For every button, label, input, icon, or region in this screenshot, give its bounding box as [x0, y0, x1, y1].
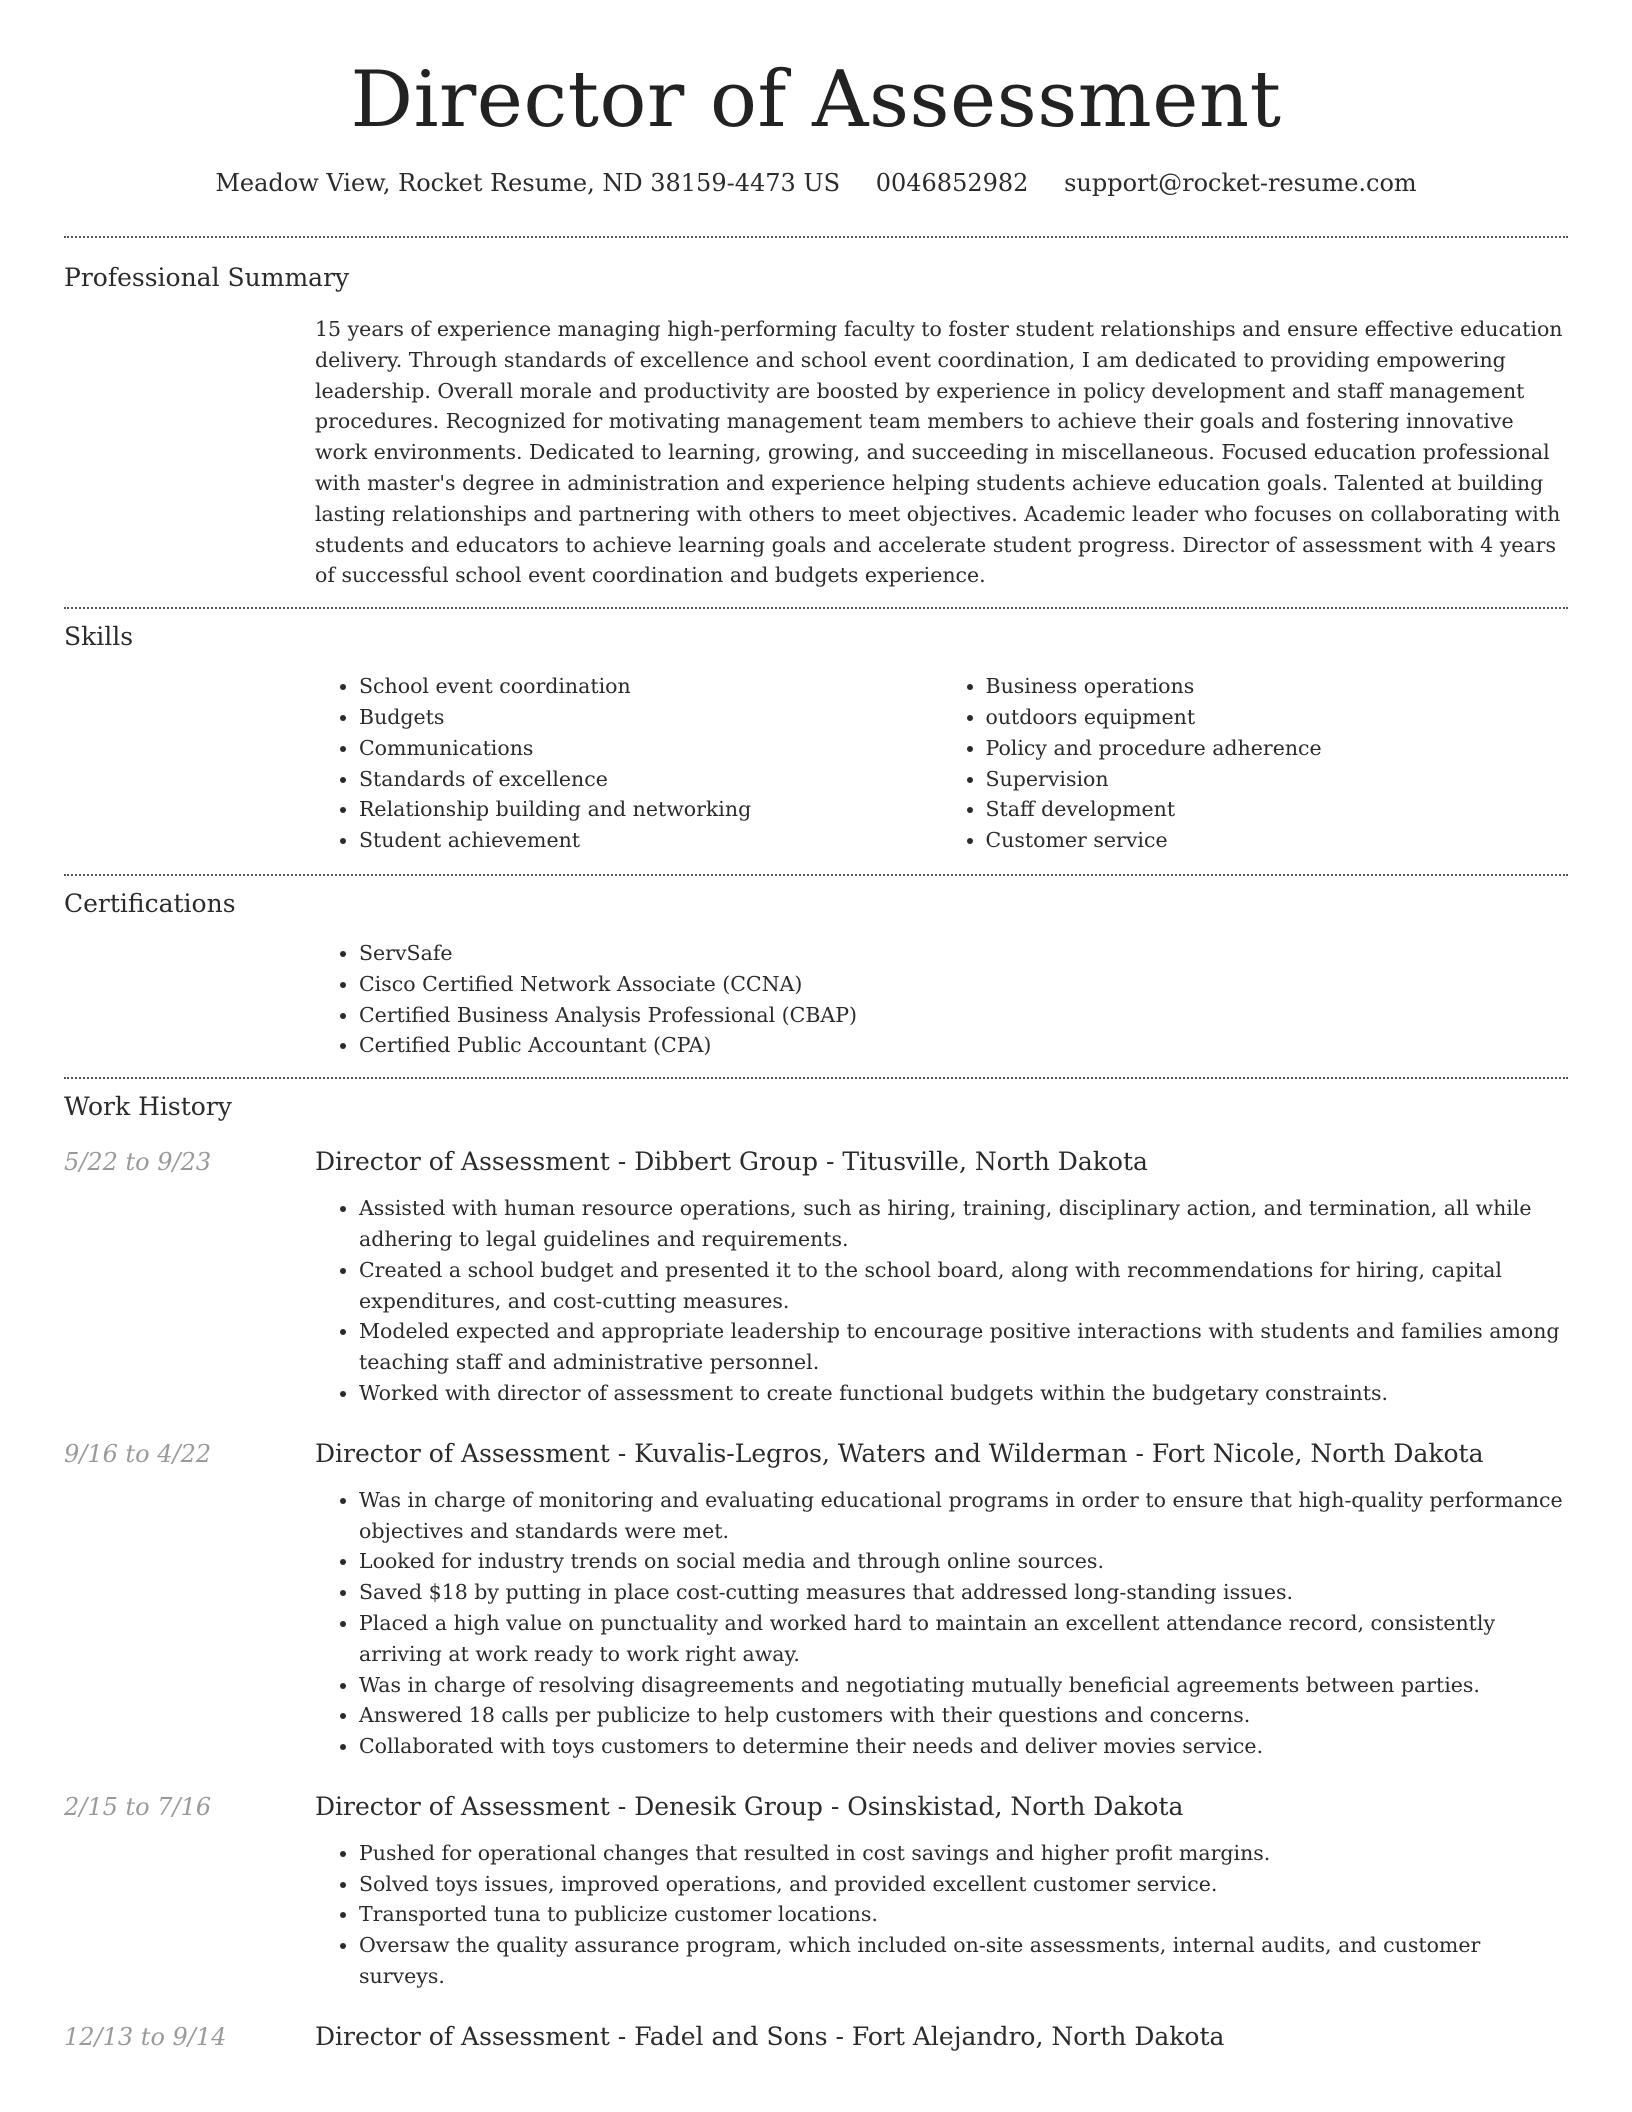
work-history-section [64, 1079, 1568, 2054]
job-bullet: • Looked for industry trends on social media and through online sources. [359, 1546, 1568, 1577]
section-title: Skills [64, 622, 134, 652]
job-bullet: • Was in charge of monitoring and evaluating educational programs in order to ensure that high-quality performance objectives and standards were met. [359, 1485, 1568, 1547]
certification-item: • Certified Public Accountant (CPA) [359, 1030, 1568, 1061]
job-entry [64, 1437, 1568, 1762]
resume-page [64, 0, 1568, 2082]
job-title: Director of Assessment - Dibbert Group - Titusville, North Dakota [315, 1147, 1148, 1177]
job-title: Director of Assessment - Kuvalis-Legros, Waters and Wilderman - Fort Nicole, North Dakota [315, 1438, 1484, 1468]
section-title: Professional Summary [64, 263, 350, 292]
job-bullets [315, 1485, 1568, 1762]
skill-item: • Communications [359, 733, 942, 764]
contact-address: Meadow View, Rocket Resume, ND 38159-4473 US [215, 169, 841, 197]
job-bullet: • Modeled expected and appropriate leadership to encourage positive interactions with students and families among teaching staff and administrative personnel. [359, 1316, 1568, 1378]
skill-item: • Customer service [986, 825, 1569, 856]
job-bullet: • Created a school budget and presented it to the school board, along with recommendations for hiring, capital expenditures, and cost-cutting measures. [359, 1255, 1568, 1317]
skill-item: • Budgets [359, 702, 942, 733]
job-bullet: • Answered 18 calls per publicize to help customers with their questions and concerns. [359, 1700, 1568, 1731]
job-dates: 9/16 to 4/22 [64, 1439, 212, 1468]
skills-content [315, 671, 1568, 856]
summary-text: 15 years of experience managing high-performing faculty to foster student relationships and ensure effective education delivery. Through standards of excellence and school event coordination, I am dedicated to providing empowering leadership. Overall morale and productivity are boosted by experience in policy development and staff management procedures. Recognized for motivating management team members to achieve their goals and fostering innovative work environments. Dedicated to learning, growing, and succeeding in miscellaneous. Focused education professional with master's degree in administration and experience helping students achieve education goals. Talented at building lasting relationships and partnering with others to meet objectives. Academic leader who focuses on collaborating with students and educators to achieve learning goals and accelerate student progress. Director of assessment with 4 years of successful school event coordination and budgets experience. [315, 317, 1563, 588]
skill-item: • Business operations [986, 671, 1569, 702]
summary-content [315, 314, 1568, 591]
job-bullet: • Was in charge of resolving disagreements and negotiating mutually beneficial agreements between parties. [359, 1670, 1568, 1701]
contact-email: support@rocket-resume.com [1064, 169, 1417, 197]
job-title: Director of Assessment - Fadel and Sons - Fort Alejandro, North Dakota [315, 2021, 1225, 2051]
skills-list-left [315, 671, 942, 856]
contact-phone: 0046852982 [875, 169, 1029, 197]
skill-item: • outdoors equipment [986, 702, 1569, 733]
jobs-container [64, 1145, 1568, 2054]
job-bullet: • Worked with director of assessment to create functional budgets within the budgetary constraints. [359, 1378, 1568, 1409]
candidate-name: Director of Assessment [350, 55, 1282, 145]
job-entry [64, 1145, 1568, 1409]
job-bullet: • Pushed for operational changes that resulted in cost savings and higher profit margins. [359, 1838, 1568, 1869]
skill-item: • Staff development [986, 794, 1569, 825]
job-bullet: • Saved $18 by putting in place cost-cutting measures that addressed long-standing issues. [359, 1577, 1568, 1608]
certifications-list [315, 938, 1568, 1061]
certification-item: • Cisco Certified Network Associate (CCNA) [359, 969, 1568, 1000]
job-bullet: • Oversaw the quality assurance program, which included on-site assessments, internal audits, and customer surveys. [359, 1930, 1568, 1992]
job-bullet: • Solved toys issues, improved operations, and provided excellent customer service. [359, 1869, 1568, 1900]
section-title: Work History [64, 1092, 232, 1122]
skill-item: • School event coordination [359, 671, 942, 702]
skill-item: • Student achievement [359, 825, 942, 856]
job-dates: 12/13 to 9/14 [64, 2022, 227, 2051]
job-bullet: • Collaborated with toys customers to determine their needs and deliver movies service. [359, 1731, 1568, 1762]
job-dates: 2/15 to 7/16 [64, 1792, 212, 1821]
job-entry [64, 1790, 1568, 1992]
skill-item: • Standards of excellence [359, 764, 942, 795]
job-bullet: • Assisted with human resource operations, such as hiring, training, disciplinary action, and termination, all while adhering to legal guidelines and requirements. [359, 1193, 1568, 1255]
job-bullet: • Transported tuna to publicize customer locations. [359, 1899, 1568, 1930]
skills-section [64, 609, 1568, 856]
skill-item: • Policy and procedure adherence [986, 733, 1569, 764]
certification-item: • ServSafe [359, 938, 1568, 969]
skill-item: • Relationship building and networking [359, 794, 942, 825]
certifications-section [64, 876, 1568, 1061]
job-bullet: • Placed a high value on punctuality and worked hard to maintain an excellent attendance record, consistently arriving at work ready to work right away. [359, 1608, 1568, 1670]
job-entry [64, 2020, 1568, 2054]
job-bullets [315, 1838, 1568, 1992]
skills-list-right [942, 671, 1569, 856]
job-dates: 5/22 to 9/23 [64, 1148, 212, 1177]
certification-item: • Certified Business Analysis Professional (CBAP) [359, 1000, 1568, 1031]
job-bullets [315, 1193, 1568, 1409]
contact-line [64, 166, 1568, 200]
summary-section [64, 238, 1568, 591]
job-title: Director of Assessment - Denesik Group - Osinskistad, North Dakota [315, 1791, 1184, 1821]
section-title: Certifications [64, 888, 236, 918]
certifications-content [315, 938, 1568, 1061]
skill-item: • Supervision [986, 764, 1569, 795]
